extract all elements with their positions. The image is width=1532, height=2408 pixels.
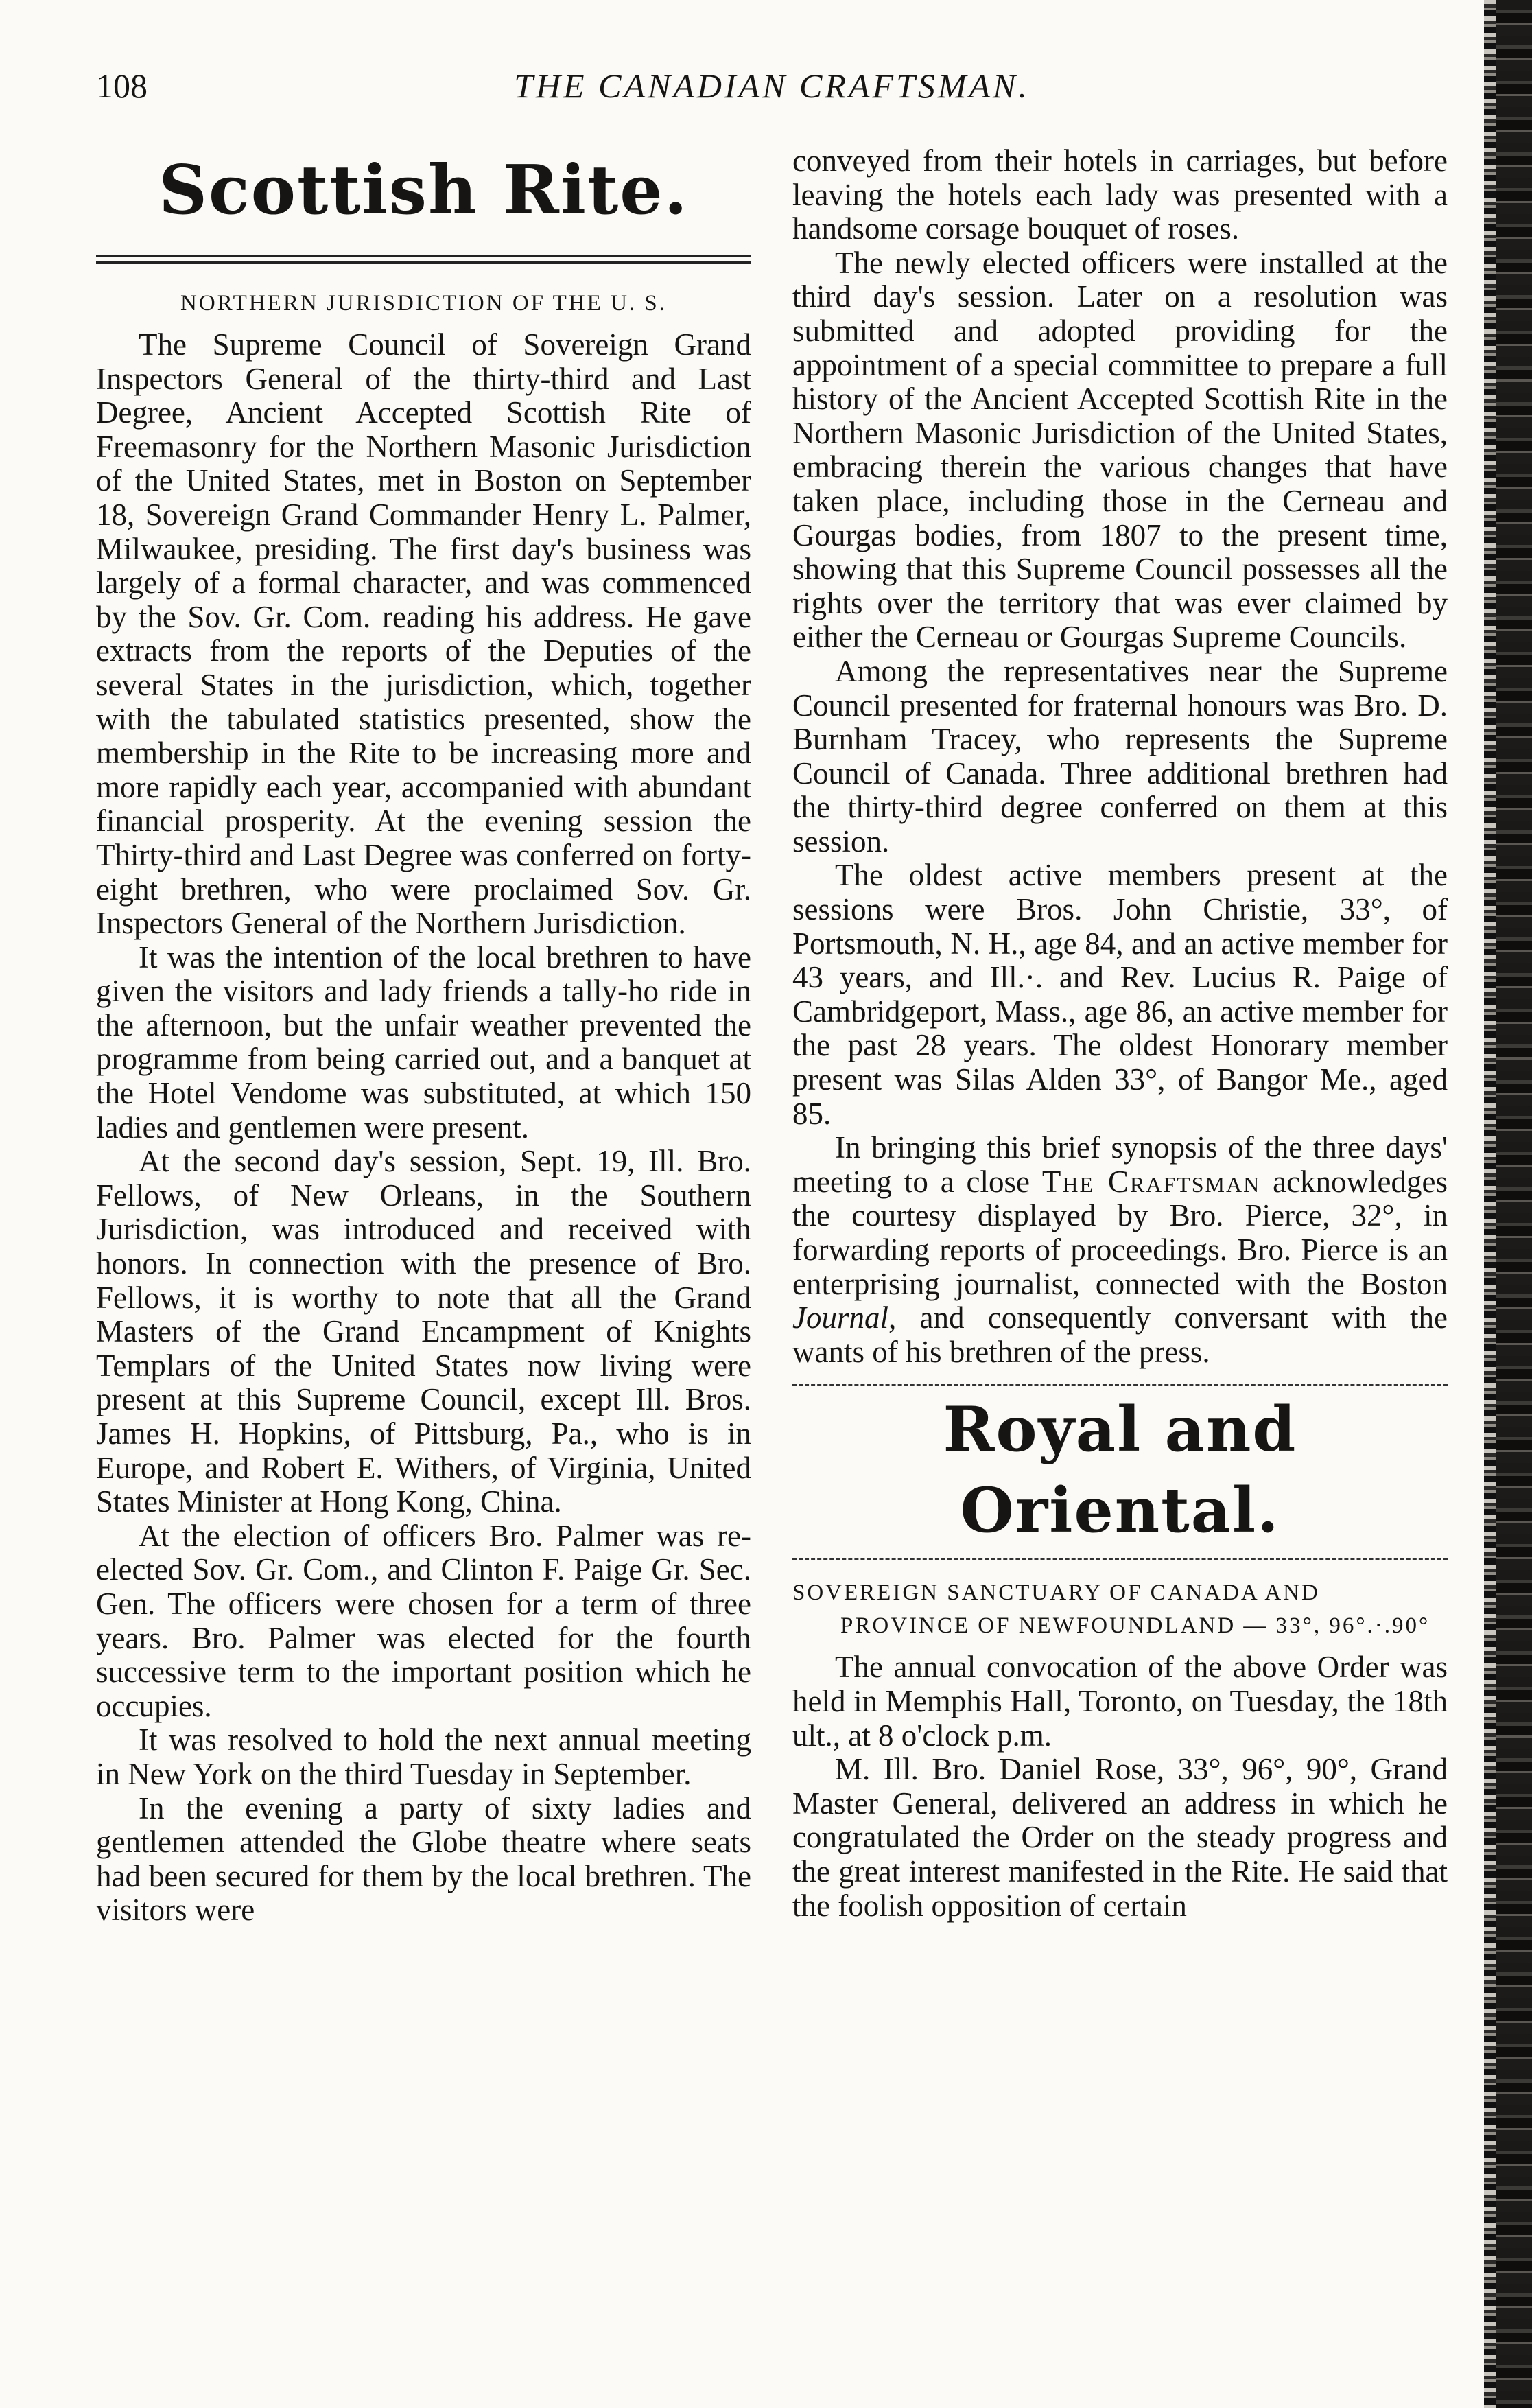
closing-paragraph <box>792 1131 1448 1369</box>
closing-text-start: In bringing this brief synopsis of the three days' meeting to a close <box>792 1130 1448 1199</box>
dashed-rule-divider <box>792 1558 1448 1560</box>
article-paragraph: It was the intention of the local brethren to have given the visitors and lady friends a tally-ho ride in the afternoon, but the unfair weather prevented the programme from being carried out, and a banquet at the Hotel Vendome was substituted, at which 150 ladies and gentlemen were present. <box>96 939 751 1145</box>
article-paragraph: The newly elected officers were installed at the third day's session. Later on a resolution was submitted and adopted providing for the appointment of a special committee to prepare a full history of the Ancient Accepted Scottish Rite in the Northern Masonic Jurisdiction of the United States, embracing therein the various changes that have taken place, including those in the Cerneau and Gourgas bodies, from 1807 to the present time, showing that this Supreme Council possesses all the rights over the territory that was ever claimed by either the Cerneau or Gourgas Supreme Councils. <box>792 245 1448 655</box>
article-paragraph: M. Ill. Bro. Daniel Rose, 33°, 96°, 90°, Grand Master General, delivered an address in which he congratulated the Order on the steady progress and the great interest manifested in the Rite. He said that the foolish opposition of certain <box>792 1752 1448 1923</box>
article-paragraph: It was resolved to hold the next annual meeting in New York on the third Tuesday in September. <box>96 1722 751 1791</box>
running-head <box>96 66 1448 114</box>
left-column <box>96 148 751 1928</box>
article-paragraph: Among the representatives near the Supreme Council presented for fraternal honours was Bro. D. Burnham Tracey, who represents the Supreme Council of Canada. Three additional brethren had the thirty-third degree conferred on them at this session. <box>792 653 1448 858</box>
scanned-binding-edge <box>1484 0 1532 2408</box>
article-paragraph: At the election of officers Bro. Palmer was re-elected Sov. Gr. Com., and Clinton F. Paige Gr. Sec. Gen. The officers were chosen for a term of three years. Bro. Palmer was elected for the fourth successive term to the important position which he occupies. <box>96 1518 751 1723</box>
article-paragraph: In the evening a party of sixty ladies and gentlemen attended the Globe theatre where seats had been secured for them by the local brethren. The visitors were <box>96 1790 751 1928</box>
article-continuation: conveyed from their hotels in carriages, but before leaving the hotels each lady was presented with a handsome corsage bouquet of roses. <box>792 143 1448 246</box>
dashed-rule-divider <box>792 1384 1448 1386</box>
closing-text-end: , and consequently conversant with the wants of his brethren of the press. <box>792 1300 1448 1369</box>
section-heading-scottish-rite: Scottish Rite. <box>158 151 689 230</box>
subheading-sovereign-sanctuary: SOVEREIGN SANCTUARY OF CANADA AND PROVINCE OF NEWFOUNDLAND — 33°, 96°.·.90° <box>792 1580 1430 1639</box>
journal-title: THE CANADIAN CRAFTSMAN. <box>514 67 1030 105</box>
section-heading-royal-oriental: Royal and Oriental. <box>943 1393 1297 1547</box>
double-rule-divider <box>96 255 751 264</box>
right-column <box>792 144 1448 1923</box>
article-paragraph: The Supreme Council of Sovereign Grand Inspectors General of the thirty-third and Last Degree, Ancient Accepted Scottish Rite of Freemasonry for the Northern Masonic Jurisdiction of the United States, met in Boston on September 18, Sovereign Grand Commander Henry L. Palmer, Milwaukee, presiding. The first day's business was largely of a formal character, and was commenced by the Sov. Gr. Com. reading his address. He gave extracts from the reports of the Deputies of the several States in the jurisdiction, which, together with the tabulated statistics presented, show the membership in the Rite to be increasing more and more rapidly each year, accompanied with abundant financial prosperity. At the evening session the Thirty-third and Last Degree was conferred on forty-eight brethren, who were proclaimed Sov. Gr. Inspectors General of the Northern Jurisdiction. <box>96 327 751 941</box>
page-number: 108 <box>96 67 148 105</box>
boston-journal-italic: Journal <box>792 1300 888 1335</box>
subheading-northern-jurisdiction: NORTHERN JURISDICTION OF THE U. S. <box>180 291 668 316</box>
article-paragraph: The oldest active members present at the sessions were Bros. John Christie, 33°, of Portsmouth, N. H., age 84, and an active member for 43 years, and Ill.·. and Rev. Lucius R. Paige of Cambridgeport, Mass., age 86, an active member for the past 28 years. The oldest Honorary member present was Silas Alden 33°, of Bangor Me., aged 85. <box>792 858 1448 1131</box>
article-paragraph: At the second day's session, Sept. 19, Ill. Bro. Fellows, of New Orleans, in the Southern Jurisdiction, was introduced and received with honors. In connection with the presence of Bro. Fellows, it is worthy to note that all the Grand Masters of the Grand Encampment of Knights Templars of the United States now living were present at this Supreme Council, except Ill. Bros. James H. Hopkins, of Pittsburg, Pa., who is in Europe, and Robert E. Withers, of Virginia, United States Minister at Hong Kong, China. <box>96 1144 751 1519</box>
article-paragraph: The annual convocation of the above Order was held in Memphis Hall, Toronto, on Tuesday, the 18th ult., at 8 o'clock p.m. <box>792 1650 1448 1753</box>
closing-text-middle: acknowledges the courtesy displayed by Bro. Pierce, 32°, in forwarding reports of proceedings. Bro. Pierce is an enterprising journalist, connected with the Boston <box>792 1164 1448 1301</box>
journal-name-small-caps: The Craftsman <box>1041 1164 1261 1199</box>
